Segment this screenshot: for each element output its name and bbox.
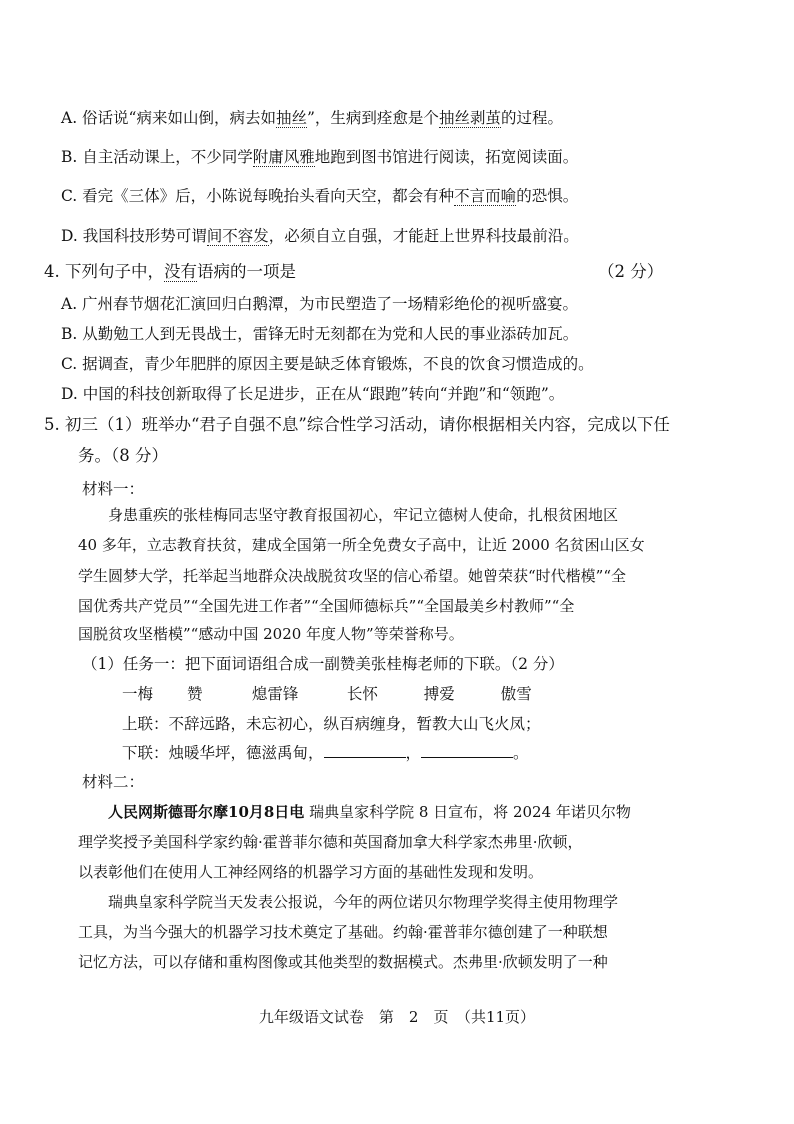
answer-blank-2[interactable] [421,743,513,758]
word-item: 长怀 [346,685,378,703]
word-bank [122,684,561,704]
q4-option-a: A. 广州春节烟花汇演回归白鹅潭，为市民塑造了一场精彩绝伦的视听盛宴。 [61,295,579,313]
material-2-line: 记忆方法，可以存储和重构图像或其他类型的数据模式。杰弗里·欣顿发明了一种 [78,953,608,971]
xialian: 下联：烛暖华坪，德滋禹甸， ， 。 [122,744,529,762]
task-1-prompt: （1）任务一：把下面词语组合成一副赞美张桂梅老师的下联。（2 分） [82,655,564,673]
word-item: 搏爱 [423,685,455,703]
answer-blank-1[interactable] [324,743,406,758]
q4-stem: 4. 下列句子中，没有语病的一项是 [44,262,296,281]
q5-stem-line1: 5. 初三（1）班举办“君子自强不息”综合性学习活动，请你根据相关内容，完成以下任 [44,415,670,434]
word-item: 熄雷锋 [251,685,299,703]
material-1-line: 身患重疾的张桂梅同志坚守教育报国初心，牢记立德树人使命，扎根贫困地区 [108,506,619,524]
page-footer: 九年级语文试卷 第 2 页 （共11页） [258,1008,536,1026]
material-2-title: 材料二： [82,773,145,791]
shanglian: 上联：不辞远路，未忘初心，纵百病缠身，暂教大山飞火凤； [122,715,541,733]
word-item: 傲雪 [500,685,532,703]
material-1-line: 40 多年，立志教育扶贫，建成全国第一所全免费女子高中，让近 2000 名贫困山区女 [78,536,645,554]
material-1-line: 国脱贫攻坚楷模”“感动中国 2020 年度人物”等荣誉称号。 [78,625,464,643]
q3-option-b: B. 自主活动课上，不少同学附庸风雅地跑到图书馆进行阅读，拓宽阅读面。 [61,148,579,166]
q4-score: （2 分） [598,262,664,281]
q4-option-c: C. 据调查，青少年肥胖的原因主要是缺乏体育锻炼，不良的饮食习惯造成的。 [61,355,594,373]
q3-option-c: C. 看完《三体》后，小陈说每晚抬头看向天空，都会有种不言而喻的恐惧。 [61,187,579,205]
q4-option-b: B. 从勤勉工人到无畏战士，雷锋无时无刻都在为党和人民的事业添砖加瓦。 [61,325,579,343]
q3-option-a: A. 俗话说“病来如山倒，病去如抽丝”，生病到痊愈是个抽丝剥茧的过程。 [61,109,563,127]
material-2-line: 以表彰他们在使用人工神经网络的机器学习方面的基础性发现和发明。 [78,863,544,881]
material-2-line: 理学奖授予美国科学家约翰·霍普菲尔德和英国裔加拿大科学家杰弗里·欣顿， [78,833,583,851]
material-2-line: 工具，为当今强大的机器学习技术奠定了基础。约翰·霍普菲尔德创建了一种联想 [78,923,608,941]
q4-option-d: D. 中国的科技创新取得了长足进步，正在从“跟跑”转向“并跑”和“领跑”。 [61,385,565,403]
material-2-line: 瑞典皇家科学院当天发表公报说，今年的两位诺贝尔物理学奖得主使用物理学 [108,893,619,911]
q5-stem-line2: 务。（8 分） [78,446,168,465]
material-1-title: 材料一： [82,480,145,498]
word-item: 一梅 [122,685,154,703]
material-1-line: 国优秀共产党员”“全国先进工作者”“全国师德标兵”“全国最美乡村教师”“全 [78,597,575,615]
q3-option-d: D. 我国科技形势可谓间不容发，必须自立自强，才能赶上世界科技最前沿。 [61,227,579,245]
word-item: 赞 [186,685,203,703]
material-2-line: 人民网斯德哥尔摩10月8日电 瑞典皇家科学院 8 日宣布，将 2024 年诺贝尔物 [108,803,631,821]
material-1-line: 学生圆梦大学，托举起当地群众决战脱贫攻坚的信心希望。她曾荣获“时代楷模”“全 [78,567,627,585]
